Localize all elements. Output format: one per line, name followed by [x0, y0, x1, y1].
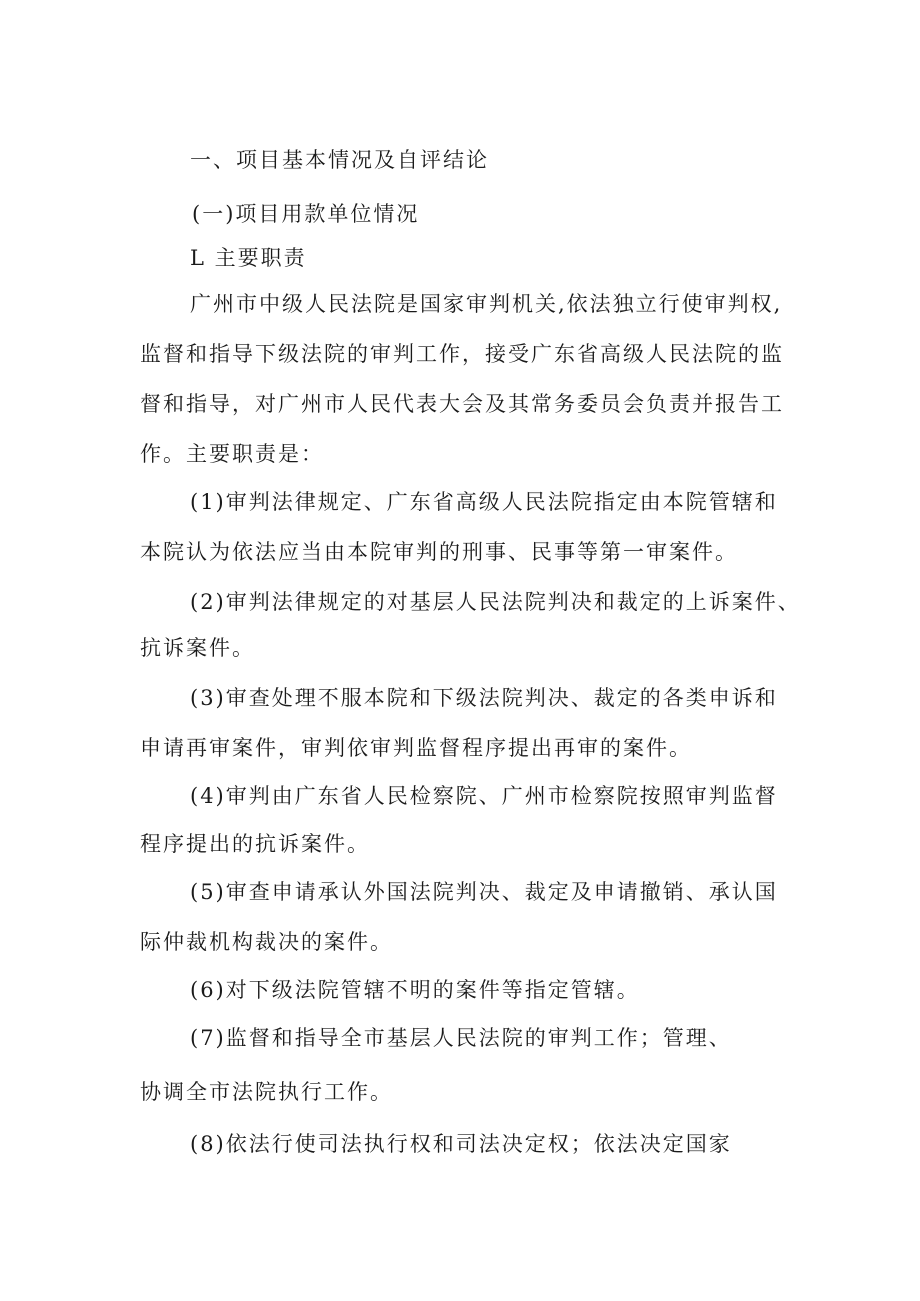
duty-item-2-line-2: 抗诉案件。: [140, 636, 255, 660]
duty-item-7-line-1: (7)监督和指导全市基层人民法院的审判工作；管理、: [190, 1026, 732, 1050]
intro-line-3: 督和指导，对广州市人民代表大会及其常务委员会负责并报告工: [140, 392, 784, 416]
duty-item-1-line-1: (1)审判法律规定、广东省高级人民法院指定由本院管辖和: [190, 490, 778, 514]
duty-item-4-line-1: (4)审判由广东省人民检察院、广州市检察院按照审判监督: [190, 784, 778, 808]
duty-item-8-line-1: (8)依法行使司法执行权和司法决定权；依法决定国家: [190, 1132, 732, 1156]
subsection-heading: (一)项目用款单位情况: [192, 202, 420, 226]
intro-line-2: 监督和指导下级法院的审判工作，接受广东省高级人民法院的监: [140, 342, 784, 366]
duty-item-4-line-2: 程序提出的抗诉案件。: [140, 832, 370, 856]
duty-item-3-line-2: 申请再审案件，审判依审判监督程序提出再审的案件。: [140, 736, 692, 760]
item-title: L 主要职责: [190, 246, 307, 270]
duty-item-6-line-1: (6)对下级法院管辖不明的案件等指定管辖。: [190, 978, 640, 1002]
intro-line-1: 广州市中级人民法院是国家审判机关,依法独立行使审判权,: [190, 292, 783, 316]
duty-item-2-line-1: (2)审判法律规定的对基层人民法院判决和裁定的上诉案件、: [190, 590, 801, 614]
duty-item-5-line-2: 际仲裁机构裁决的案件。: [140, 930, 393, 954]
section-heading: 一、项目基本情况及自评结论: [190, 148, 489, 172]
duty-item-7-line-2: 协调全市法院执行工作。: [140, 1080, 393, 1104]
duty-item-1-line-2: 本院认为依法应当由本院审判的刑事、民事等第一审案件。: [140, 540, 738, 564]
intro-line-4: 作。主要职责是：: [140, 442, 324, 466]
duty-item-5-line-1: (5)审查申请承认外国法院判决、裁定及申请撤销、承认国: [190, 880, 778, 904]
duty-item-3-line-1: (3)审查处理不服本院和下级法院判决、裁定的各类申诉和: [190, 686, 778, 710]
